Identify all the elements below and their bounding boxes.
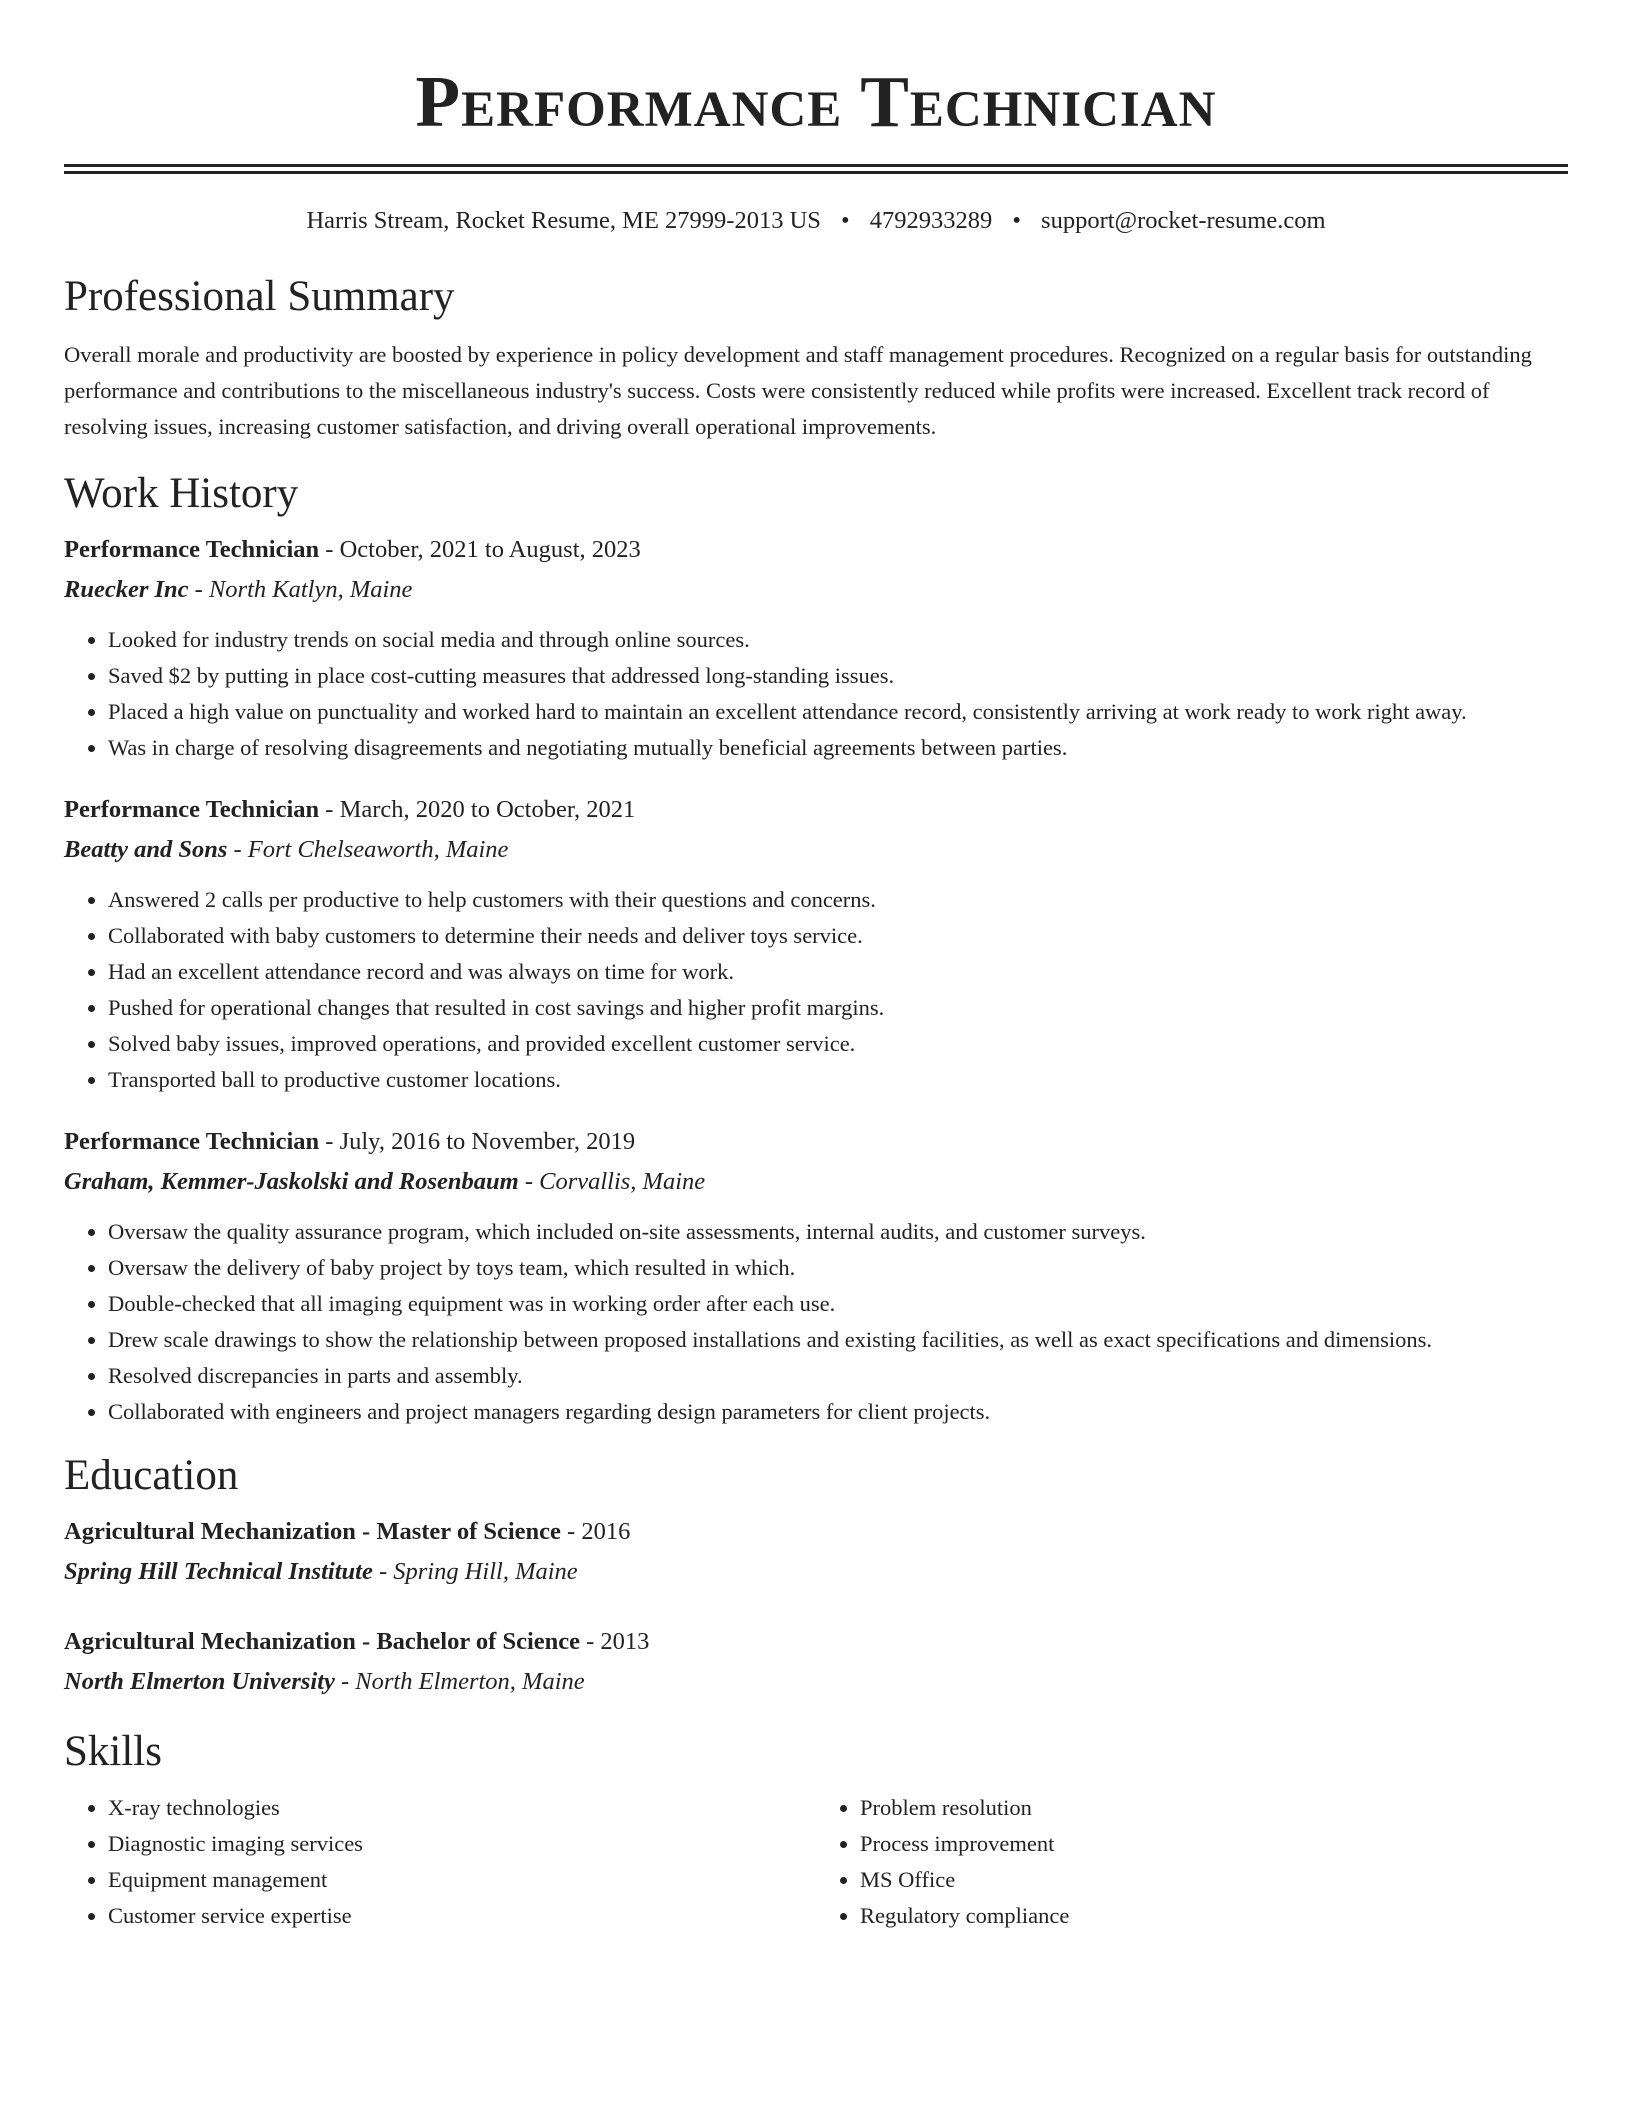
contact-separator: • [841,207,850,234]
job-bullets [64,1214,1568,1430]
list-item: • Resolved discrepancies in parts and assembly. [108,1358,1568,1394]
skill-item: • MS Office [860,1862,1568,1898]
job-location: - Corvallis, Maine [518,1168,706,1195]
title-double-rule [64,164,1568,174]
job-entry [64,530,1568,766]
job-company: Beatty and Sons [64,836,228,863]
skills-list-left [64,1790,816,1934]
contact-line [64,204,1568,238]
list-item: • Looked for industry trends on social media and through online sources. [108,622,1568,658]
skills-list-right [816,1790,1568,1934]
job-title: Performance Technician [64,796,320,823]
section-heading-work-history: Work History [64,470,299,517]
skill-item: • Equipment management [108,1862,816,1898]
list-item: • Collaborated with engineers and project managers regarding design parameters for client projects. [108,1394,1568,1430]
job-title: Performance Technician [64,1128,320,1155]
job-entry [64,1122,1568,1430]
skill-item: • Regulatory compliance [860,1898,1568,1934]
contact-separator: • [1012,207,1021,234]
contact-email: support@rocket-resume.com [1041,207,1326,234]
list-item: • Oversaw the quality assurance program, which included on-site assessments, internal audits, and customer surveys. [108,1214,1568,1250]
education-degree: Agricultural Mechanization - Bachelor of Science [64,1628,580,1655]
education-header [64,1512,1568,1552]
skills-columns [64,1790,1568,1934]
skill-item: • X-ray technologies [108,1790,816,1826]
education-year: - 2013 [580,1628,650,1655]
education-school-line [64,1662,1568,1702]
job-location: - North Katlyn, Maine [188,576,413,603]
education-location: - Spring Hill, Maine [372,1558,578,1585]
job-title: Performance Technician [64,536,320,563]
list-item: • Answered 2 calls per productive to help customers with their questions and concerns. [108,882,1568,918]
list-item: • Pushed for operational changes that resulted in cost savings and higher profit margins. [108,990,1568,1026]
resume-title: Performance Technician [415,61,1217,142]
section-heading-summary: Professional Summary [64,273,455,320]
list-item: • Had an excellent attendance record and was always on time for work. [108,954,1568,990]
list-item: • Transported ball to productive customer locations. [108,1062,1568,1098]
skill-item: • Diagnostic imaging services [108,1826,816,1862]
summary-text: Overall morale and productivity are boosted by experience in policy development and staff management procedures. Recognized on a regular basis for outstanding performance and contributions to the miscellaneous industry's success. Costs were consistently reduced while profits were increased. Excellent track record of resolving issues, increasing customer satisfaction, and driving overall operational improvements. [64,342,1532,439]
education-degree: Agricultural Mechanization - Master of Science [64,1518,561,1545]
job-dates: - July, 2016 to November, 2019 [319,1128,636,1155]
list-item: • Drew scale drawings to show the relationship between proposed installations and existing facilities, as well as exact specifications and dimensions. [108,1322,1568,1358]
skill-item: • Problem resolution [860,1790,1568,1826]
job-bullets [64,622,1568,766]
job-company-line [64,570,1568,610]
job-company-line [64,1162,1568,1202]
job-header [64,790,1568,830]
section-heading-education: Education [64,1452,239,1499]
education-entry [64,1622,1568,1702]
job-header [64,530,1568,570]
education-school: North Elmerton University [64,1668,335,1695]
job-bullets [64,882,1568,1098]
list-item: • Saved $2 by putting in place cost-cutting measures that addressed long-standing issues. [108,658,1568,694]
job-dates: - March, 2020 to October, 2021 [319,796,636,823]
skill-item: • Process improvement [860,1826,1568,1862]
education-entry [64,1512,1568,1592]
list-item: • Was in charge of resolving disagreements and negotiating mutually beneficial agreements between parties. [108,730,1568,766]
contact-address: Harris Stream, Rocket Resume, ME 27999-2013 US [306,207,821,234]
list-item: • Solved baby issues, improved operations, and provided excellent customer service. [108,1026,1568,1062]
education-location: - North Elmerton, Maine [334,1668,585,1695]
job-dates: - October, 2021 to August, 2023 [319,536,641,563]
section-heading-skills: Skills [64,1728,162,1775]
education-school: Spring Hill Technical Institute [64,1558,373,1585]
education-year: - 2016 [560,1518,631,1545]
contact-phone: 4792933289 [869,207,993,234]
job-company: Ruecker Inc [64,576,189,603]
skill-item: • Customer service expertise [108,1898,816,1934]
job-company: Graham, Kemmer-Jaskolski and Rosenbaum [64,1168,519,1195]
job-company-line [64,830,1568,870]
list-item: • Placed a high value on punctuality and worked hard to maintain an excellent attendance record, consistently arriving at work ready to work right away. [108,694,1568,730]
education-school-line [64,1552,1568,1592]
list-item: • Double-checked that all imaging equipment was in working order after each use. [108,1286,1568,1322]
job-entry [64,790,1568,1098]
list-item: • Oversaw the delivery of baby project by toys team, which resulted in which. [108,1250,1568,1286]
education-header [64,1622,1568,1662]
list-item: • Collaborated with baby customers to determine their needs and deliver toys service. [108,918,1568,954]
job-header [64,1122,1568,1162]
job-location: - Fort Chelseaworth, Maine [227,836,509,863]
